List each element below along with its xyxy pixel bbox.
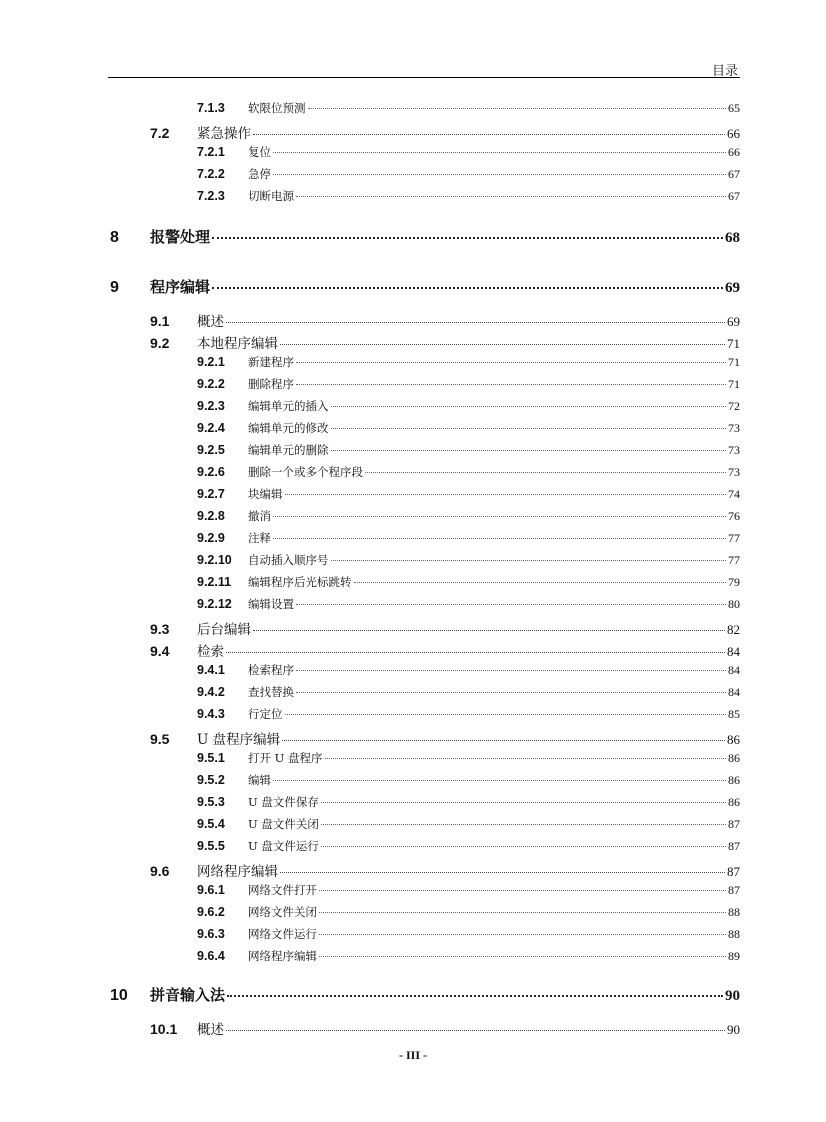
dot-leader [226, 652, 725, 653]
toc-entry-title: 编辑程序后光标跳转 [248, 575, 352, 589]
toc-entry-page: 71 [728, 355, 740, 369]
toc-entry-page: 86 [728, 773, 740, 787]
toc-entry-page: 88 [728, 927, 740, 941]
toc-entry[interactable] [197, 684, 740, 702]
toc-entry[interactable] [197, 904, 740, 922]
toc-entry-page: 84 [728, 685, 740, 699]
dot-leader [325, 758, 726, 759]
toc-entry-title: 网络文件关闭 [248, 905, 317, 919]
toc-entry-title: 编辑单元的插入 [248, 399, 329, 413]
toc-entry-page: 69 [725, 280, 740, 296]
toc-entry-title: 打开 U 盘程序 [248, 751, 323, 765]
toc-entry-number: 9.2.3 [197, 399, 225, 413]
dot-leader [253, 134, 725, 135]
toc-entry-title: 报警处理 [150, 228, 211, 246]
toc-entry-page: 86 [728, 751, 740, 765]
toc-entry-title: U 盘文件保存 [248, 795, 319, 809]
dot-leader [253, 630, 725, 631]
dot-leader [273, 516, 726, 517]
toc-entry-number: 9.1 [150, 313, 170, 329]
dot-leader [273, 152, 726, 153]
dot-leader [319, 956, 726, 957]
toc-entry-title: 块编辑 [248, 487, 283, 501]
toc-entry-page: 74 [728, 487, 740, 501]
toc-entry-title: U 盘文件运行 [248, 839, 319, 853]
toc-entry-page: 73 [728, 421, 740, 435]
toc-entry[interactable] [197, 100, 740, 118]
toc-entry-title: 网络程序编辑 [248, 949, 317, 963]
toc-entry-title: 编辑单元的删除 [248, 443, 329, 457]
toc-entry-title: 后台编辑 [197, 622, 251, 638]
toc-entry[interactable] [197, 376, 740, 394]
toc-entry-number: 9 [110, 279, 119, 296]
dot-leader [319, 890, 726, 891]
toc-entry[interactable] [197, 750, 740, 768]
toc-entry-title: 网络文件运行 [248, 927, 317, 941]
dot-leader [331, 406, 727, 407]
toc-entry-page: 69 [727, 314, 740, 329]
toc-entry[interactable] [197, 354, 740, 372]
toc-entry-number: 9.4.2 [197, 685, 225, 699]
toc-entry-number: 9.2.1 [197, 355, 225, 369]
toc-entry[interactable] [197, 816, 740, 834]
toc-entry-page: 77 [728, 531, 740, 545]
toc-entry-number: 8 [110, 229, 119, 246]
toc-entry-page: 76 [728, 509, 740, 523]
page-header-title: 目录 [711, 64, 738, 79]
toc-entry-title: 紧急操作 [197, 126, 251, 142]
dot-leader [365, 472, 726, 473]
toc-entry-number: 7.2.2 [197, 167, 225, 181]
toc-entry-number: 9.2.12 [197, 597, 232, 611]
toc-entry-page: 89 [728, 949, 740, 963]
toc-entry[interactable] [197, 706, 740, 724]
toc-entry-page: 71 [727, 336, 740, 351]
toc-entry[interactable] [150, 618, 740, 638]
dot-leader [280, 344, 725, 345]
dot-leader [285, 714, 727, 715]
toc-entry-page: 85 [728, 707, 740, 721]
dot-leader [319, 934, 726, 935]
toc-entry[interactable] [197, 442, 740, 460]
toc-entry[interactable] [197, 508, 740, 526]
toc-entry-number: 7.2.3 [197, 189, 225, 203]
dot-leader [280, 872, 725, 873]
toc-entry[interactable] [150, 122, 740, 142]
toc-entry-page: 84 [727, 644, 740, 659]
toc-entry-number: 9.2.10 [197, 553, 232, 567]
toc-entry[interactable] [197, 574, 740, 592]
dot-leader [319, 912, 726, 913]
toc-entry-title: 编辑 [248, 773, 271, 787]
toc-entry-title: 本地程序编辑 [197, 336, 278, 352]
toc-entry-title: 注释 [248, 531, 271, 545]
toc-entry-page: 72 [728, 399, 740, 413]
toc-entry[interactable] [197, 398, 740, 416]
dot-leader [354, 582, 727, 583]
toc-entry-page: 73 [728, 443, 740, 457]
toc-entry-page: 87 [727, 864, 740, 879]
toc-entry-title: 急停 [248, 167, 271, 181]
dot-leader [212, 287, 723, 289]
toc-entry-title: 删除一个或多个程序段 [248, 465, 363, 479]
toc-entry-number: 9.2.2 [197, 377, 225, 391]
toc-entry-number: 9.2.7 [197, 487, 225, 501]
dot-leader [273, 174, 726, 175]
toc-entry[interactable] [197, 882, 740, 900]
toc-entry-number: 9.2.9 [197, 531, 225, 545]
toc-entry[interactable] [197, 188, 740, 206]
toc-entry[interactable] [197, 486, 740, 504]
toc-entry[interactable] [197, 662, 740, 680]
toc-entry-number: 7.2 [150, 125, 170, 141]
toc-entry[interactable] [197, 530, 740, 548]
toc-entry-number: 9.5.4 [197, 817, 225, 831]
toc-entry-title: 编辑设置 [248, 597, 294, 611]
dot-leader [296, 604, 726, 605]
toc-entry-title: 查找替换 [248, 685, 294, 699]
dot-leader [331, 450, 727, 451]
toc-entry-number: 9.2.6 [197, 465, 225, 479]
toc-entry-page: 77 [728, 553, 740, 567]
toc-entry[interactable] [150, 640, 740, 660]
toc-entry-title: 拼音输入法 [150, 986, 226, 1004]
toc-entry[interactable] [150, 332, 740, 352]
toc-entry-page: 90 [727, 1022, 740, 1037]
toc-entry-page: 67 [728, 189, 740, 203]
toc-entry[interactable] [197, 420, 740, 438]
toc-entry-number: 9.5.5 [197, 839, 225, 853]
toc-entry-number: 9.2.11 [197, 575, 232, 589]
toc-entry-number: 7.2.1 [197, 145, 225, 159]
toc-entry-title: 检索程序 [248, 663, 294, 677]
toc-entry-page: 68 [725, 230, 740, 246]
toc-entry-number: 7.1.3 [197, 101, 225, 115]
dot-leader [321, 802, 726, 803]
toc-entry-number: 9.5.3 [197, 795, 225, 809]
dot-leader [226, 322, 725, 323]
page-number-footer: - III - [398, 1048, 427, 1062]
dot-leader [273, 780, 726, 781]
toc-entry-title: 新建程序 [248, 355, 294, 369]
toc-entry[interactable] [150, 310, 740, 330]
toc-entry-number: 9.6 [150, 863, 170, 879]
toc-entry[interactable] [197, 552, 740, 570]
toc-entry-page: 90 [725, 988, 740, 1004]
dot-leader [296, 692, 726, 693]
toc-entry-title: 网络文件打开 [248, 883, 317, 897]
toc-entry-title: 自动插入顺序号 [248, 553, 329, 567]
dot-leader [227, 995, 723, 997]
toc-entry[interactable] [150, 860, 740, 880]
toc-entry-page: 87 [728, 883, 740, 897]
toc-entry-page: 79 [728, 575, 740, 589]
dot-leader [331, 428, 727, 429]
toc-entry-title: 复位 [248, 145, 271, 159]
toc-entry-number: 10.1 [150, 1021, 178, 1037]
toc-entry[interactable] [197, 926, 740, 944]
toc-entry-title: 行定位 [248, 707, 283, 721]
toc-entry[interactable] [150, 728, 740, 748]
toc-entry-page: 66 [728, 145, 740, 159]
toc-entry[interactable] [197, 948, 740, 966]
toc-entry-number: 9.4 [150, 643, 170, 659]
dot-leader [282, 740, 725, 741]
toc-entry-number: 9.4.1 [197, 663, 225, 677]
toc-entry-title: 编辑单元的修改 [248, 421, 329, 435]
dot-leader [321, 846, 726, 847]
toc-entry[interactable] [150, 1018, 740, 1038]
toc-entry[interactable] [110, 226, 740, 250]
toc-entry-page: 80 [728, 597, 740, 611]
dot-leader [321, 824, 726, 825]
toc-entry-title: 检索 [197, 644, 224, 660]
toc-entry-number: 10 [110, 987, 128, 1004]
toc-entry[interactable] [197, 772, 740, 790]
toc-entry-number: 9.6.2 [197, 905, 225, 919]
dot-leader [296, 670, 726, 671]
toc-entry-page: 86 [728, 795, 740, 809]
dot-leader [308, 108, 727, 109]
toc-entry-number: 9.2.5 [197, 443, 225, 457]
toc-entry-title: 切断电源 [248, 189, 294, 203]
toc-entry-title: U 盘程序编辑 [197, 732, 281, 748]
toc-entry-page: 71 [728, 377, 740, 391]
toc-entry-title: 撤消 [248, 509, 271, 523]
toc-entry-page: 88 [728, 905, 740, 919]
toc-entry-page: 73 [728, 465, 740, 479]
toc-entry-page: 82 [727, 622, 740, 637]
toc-entry-number: 9.5 [150, 731, 170, 747]
toc-entry-number: 9.6.1 [197, 883, 225, 897]
toc-entry[interactable] [197, 596, 740, 614]
toc-entry-title: 网络程序编辑 [197, 864, 278, 880]
toc-entry-title: 概述 [197, 1022, 224, 1038]
toc-entry-number: 9.6.4 [197, 949, 225, 963]
dot-leader [212, 237, 723, 239]
toc-entry-page: 67 [728, 167, 740, 181]
toc-entry-number: 9.4.3 [197, 707, 225, 721]
dot-leader [296, 196, 726, 197]
toc-entry-page: 66 [727, 126, 740, 141]
toc-entry-title: 程序编辑 [150, 278, 211, 296]
toc-entry-number: 9.6.3 [197, 927, 225, 941]
toc-entry-title: U 盘文件关闭 [248, 817, 319, 831]
dot-leader [296, 362, 726, 363]
toc-entry-page: 84 [728, 663, 740, 677]
dot-leader [331, 560, 727, 561]
toc-entry[interactable] [197, 166, 740, 184]
toc-entry-title: 软限位预测 [248, 101, 306, 115]
toc-entry-number: 9.2 [150, 335, 170, 351]
toc-entry-number: 9.3 [150, 621, 170, 637]
toc-entry-page: 86 [727, 732, 740, 747]
dot-leader [273, 538, 726, 539]
dot-leader [296, 384, 726, 385]
toc-entry-page: 87 [728, 839, 740, 853]
toc-entry[interactable] [197, 838, 740, 856]
toc-entry-number: 9.2.8 [197, 509, 225, 523]
toc-entry-number: 9.2.4 [197, 421, 225, 435]
dot-leader [226, 1030, 725, 1031]
toc-entry-page: 65 [728, 101, 740, 115]
toc-entry-title: 删除程序 [248, 377, 294, 391]
toc-entry[interactable] [110, 984, 740, 1008]
dot-leader [285, 494, 727, 495]
toc-entry[interactable] [197, 144, 740, 162]
toc-entry[interactable] [197, 464, 740, 482]
toc-entry[interactable] [197, 794, 740, 812]
toc-entry-page: 87 [728, 817, 740, 831]
toc-entry-number: 9.5.2 [197, 773, 225, 787]
toc-entry[interactable] [110, 276, 740, 300]
toc-entry-number: 9.5.1 [197, 751, 225, 765]
toc-entry-title: 概述 [197, 314, 224, 330]
